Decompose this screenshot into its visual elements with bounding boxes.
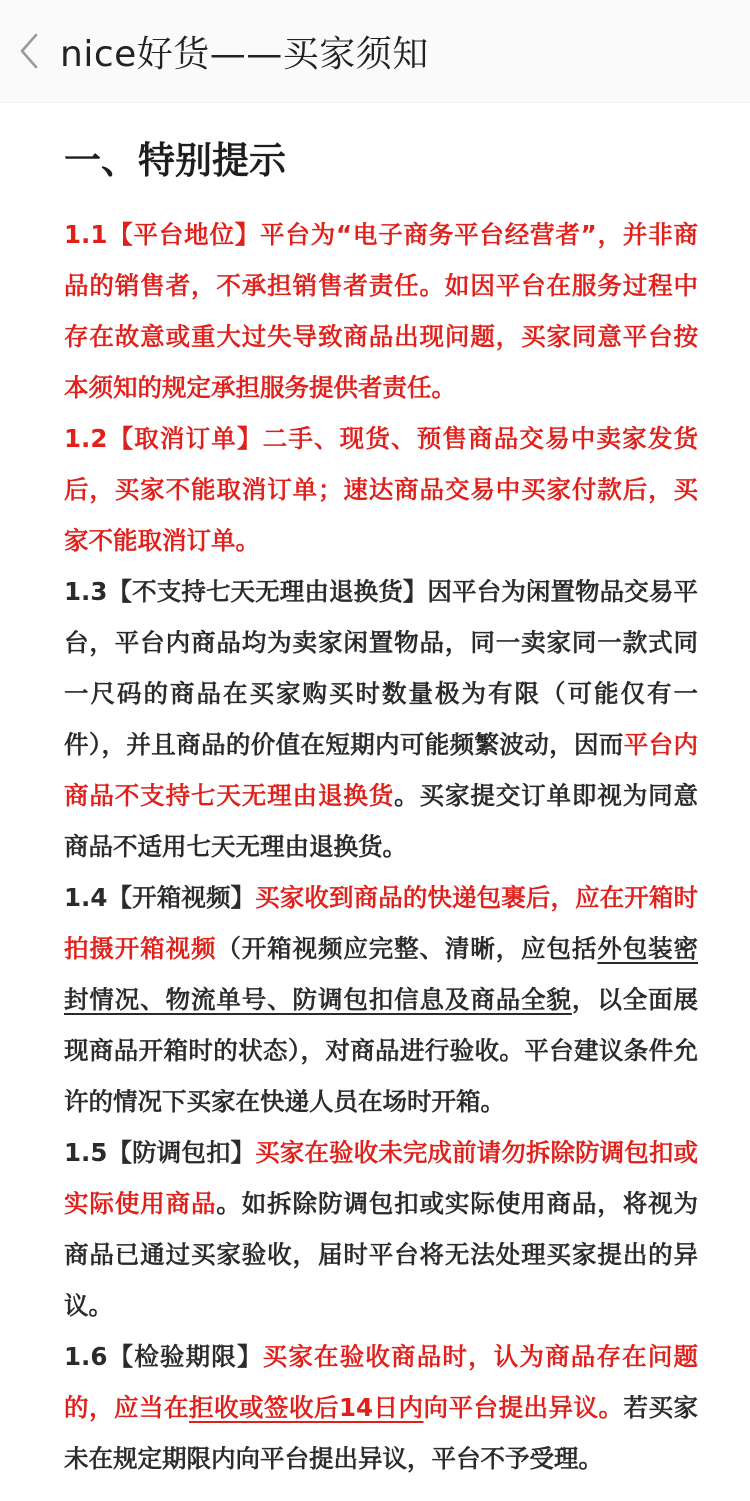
clause-1-3-highlight: 平台内商品不支持七天无理由退换货 [64,730,699,810]
notice-content [0,139,750,1484]
clause-1-6-highlight: 买家在验收商品时，认为商品存在问题的，应当在 [64,1342,699,1422]
page-title: nice好货——买家须知 [60,33,429,75]
clause-1-5-label: 1.5【防调包扣】 [64,1138,256,1167]
clause-1-4-text-end: ，以全面展现商品开箱时的状态），对商品进行验收。平台建议条件允许的情况下买家在快递人员在场时开箱。 [64,985,699,1116]
clause-1-6-underlined: 拒收或签收后14日内 [188,1393,424,1422]
clause-1-4-highlight: 买家收到商品的快递包裹后，应在开箱时拍摄开箱视频 [64,883,699,963]
clause-1-4-underlined: 外包装密封情况、物流单号、防调包扣信息及商品全貌 [64,934,698,1014]
top-nav-bar [0,0,750,103]
clause-1-2-text: 1.2【取消订单】二手、现货、预售商品交易中卖家发货后，买家不能取消订单；速达商品交易中买家付款后，买家不能取消订单。 [64,424,698,555]
clause-1-3 [64,566,698,872]
clause-1-6-text-end: 若买家未在规定期限内向平台提出异议，平台不予受理。 [64,1393,699,1473]
clause-1-4-text: （开箱视频应完整、清晰，应包括 [216,934,598,963]
clause-1-6 [64,1331,698,1484]
clause-1-5-text-end: 。如拆除防调包扣或实际使用商品，将视为商品已通过买家验收，届时平台将无法处理买家提出的异议。 [64,1189,698,1320]
clause-1-6-highlight-end: 向平台提出异议。 [423,1393,624,1422]
clause-1-6-label: 1.6【检验期限】 [64,1342,263,1371]
section-heading: 一、特别提示 [64,139,286,182]
clause-1-3-text: 1.3【不支持七天无理由退换货】因平台为闲置物品交易平台，平台内商品均为卖家闲置物品，同一卖家同一款式同一尺码的商品在买家购买时数量极为有限（可能仅有一件），并且商品的价值在短期内可能频繁波动，因而 [64,577,698,759]
clause-1-5-highlight: 买家在验收未完成前请勿拆除防调包扣或实际使用商品 [64,1138,699,1218]
clause-1-4-label: 1.4【开箱视频】 [64,883,256,912]
clause-1-1-text: 1.1【平台地位】平台为“电子商务平台经营者”，并非商品的销售者，不承担销售者责任。如因平台在服务过程中存在故意或重大过失导致商品出现问题，买家同意平台按本须知的规定承担服务提供者责任。 [64,220,698,402]
clause-1-1 [64,209,698,413]
clause-1-5 [64,1127,698,1331]
clause-1-3-text-end: 。买家提交订单即视为同意商品不适用七天无理由退换货。 [64,781,699,861]
clause-1-2 [64,413,698,566]
chevron-left-icon [18,32,40,70]
clause-1-4 [64,872,698,1127]
back-button[interactable] [14,31,44,71]
